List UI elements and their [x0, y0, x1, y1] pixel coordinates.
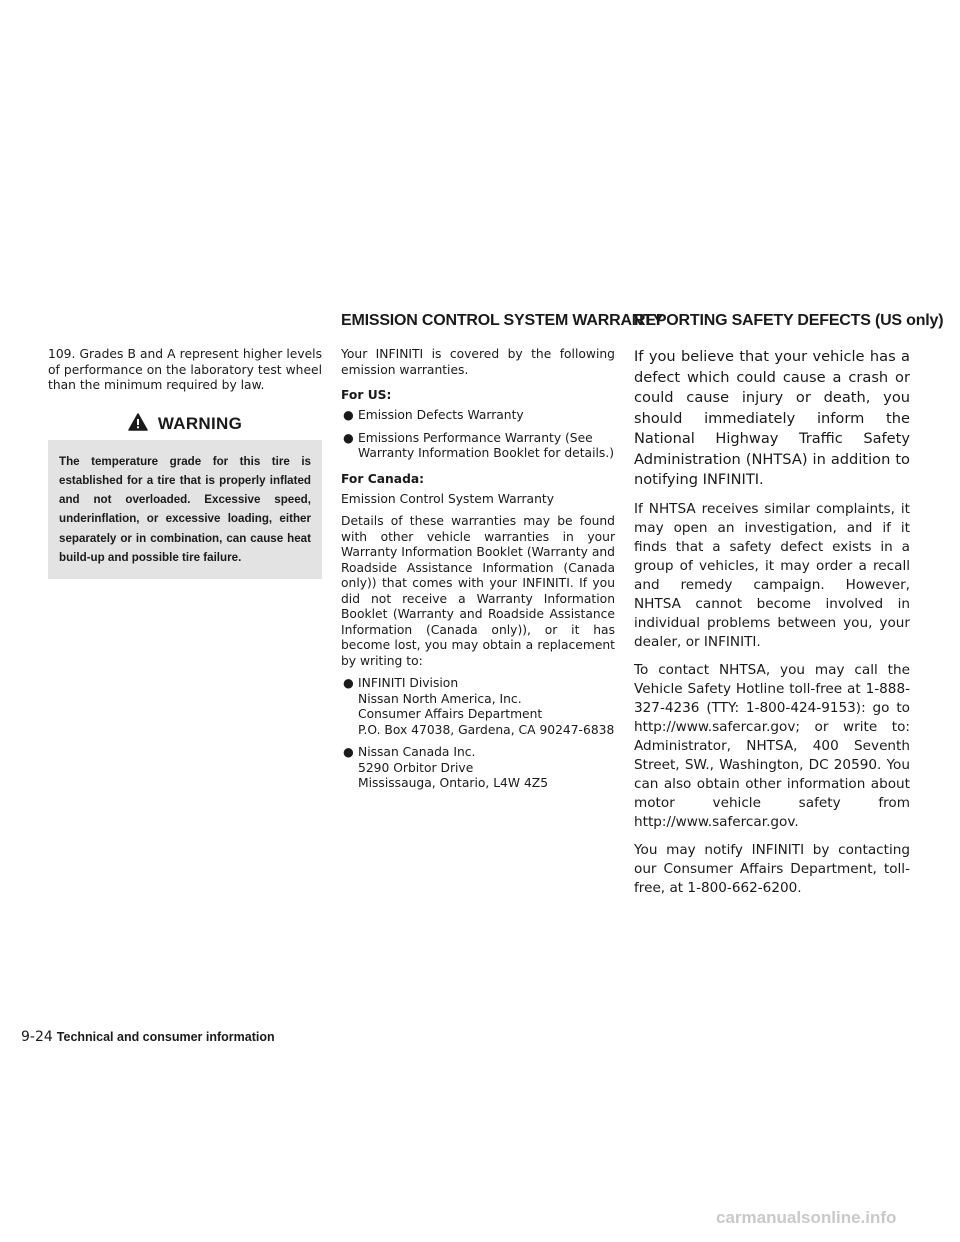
warning-triangle-icon [128, 413, 148, 435]
canada-label: For Canada: [341, 471, 425, 486]
bullet-icon: ● [343, 676, 354, 690]
bullet-icon: ● [343, 745, 354, 759]
defect-paragraph-3: To contact NHTSA, you may call the Vehicle Safety Hotline toll-free at 1-888-327-4236 (TTY: 1-800-424-9153): go to http://www.safercar.gov; or write to: Administrator, NHTSA, 400 Seventh Street, SW., Washington, DC 20590. You can also obtain other information about motor vehicle safety from http://www.safercar.gov. [634, 661, 910, 830]
list-item: ● Nissan Canada Inc. 5290 Orbitor Drive Mississauga, Ontario, L4W 4Z5 [343, 745, 549, 790]
page-number: 9-24 [21, 1029, 53, 1045]
warning-header [48, 408, 322, 440]
section-header-reporting-defects: REPORTING SAFETY DEFECTS (US only) [634, 312, 944, 329]
defect-paragraph-4: You may notify INFINITI by contacting our Consumer Affairs Department, toll-free, at 1-800-662-6200. [634, 841, 910, 896]
emission-intro: Your INFINITI is covered by the following emission warranties. [341, 347, 615, 377]
section-header-emission-warranty: EMISSION CONTROL SYSTEM WARRANTY [341, 312, 664, 329]
warning-title: WARNING [157, 413, 243, 433]
defect-paragraph-1: If you believe that your vehicle has a defect which could cause a crash or could cause injury or death, you should immediately inform the National Highway Traffic Safety Administration (NHTSA) in addition to notifying INFINITI. [634, 348, 910, 488]
bullet-icon: ● [343, 430, 354, 445]
list-item: ● INFINITI Division Nissan North America, Inc. Consumer Affairs Department P.O. Box 47038, Gardena, CA 90247-6838 [343, 676, 615, 737]
list-item: ● Emission Defects Warranty [343, 408, 524, 422]
footer-title: Technical and consumer information [56, 1030, 275, 1044]
column-left [48, 347, 322, 579]
us-label: For US: [341, 388, 392, 402]
bullet-icon: ● [343, 408, 354, 422]
watermark-text: carmanualsonline.info [716, 1208, 897, 1227]
warning-box [48, 408, 322, 580]
column-right [634, 347, 910, 907]
address-list [341, 676, 615, 792]
column-middle [341, 347, 615, 799]
canada-warranty: Emission Control System Warranty [341, 491, 554, 506]
warranty-details-paragraph: Details of these warranties may be found with other vehicle warranties in your Warranty Information Booklet (Warranty and Roadside Assistance Information (Canada only)) that comes with your INFINITI. If you did not receive a Warranty Information Booklet (Warranty and Roadside Assistance Information (Canada only)), or it has become lost, you may obtain a replacement by writing to: [341, 514, 615, 668]
defect-paragraph-2: If NHTSA receives similar complaints, it may open an investigation, and if it finds that a safety defect exists in a group of vehicles, it may order a recall and remedy campaign. However, NHTSA cannot become involved in individual problems between you, your dealer, or INFINITI. [634, 500, 910, 650]
us-warranty-list [341, 408, 615, 462]
tire-grade-paragraph: 109. Grades B and A represent higher levels of performance on the laboratory test wheel than the minimum required by law. [48, 347, 322, 392]
page-footer [21, 1029, 275, 1045]
list-item: ● Emissions Performance Warranty (See Warranty Information Booklet for details.) [343, 430, 615, 460]
warning-text: The temperature grade for this tire is established for a tire that is properly inflated and not overloaded. Excessive speed, underinflation, or excessive loading, either separately or in combination, can cause heat build-up and possible tire failure. [48, 440, 322, 580]
